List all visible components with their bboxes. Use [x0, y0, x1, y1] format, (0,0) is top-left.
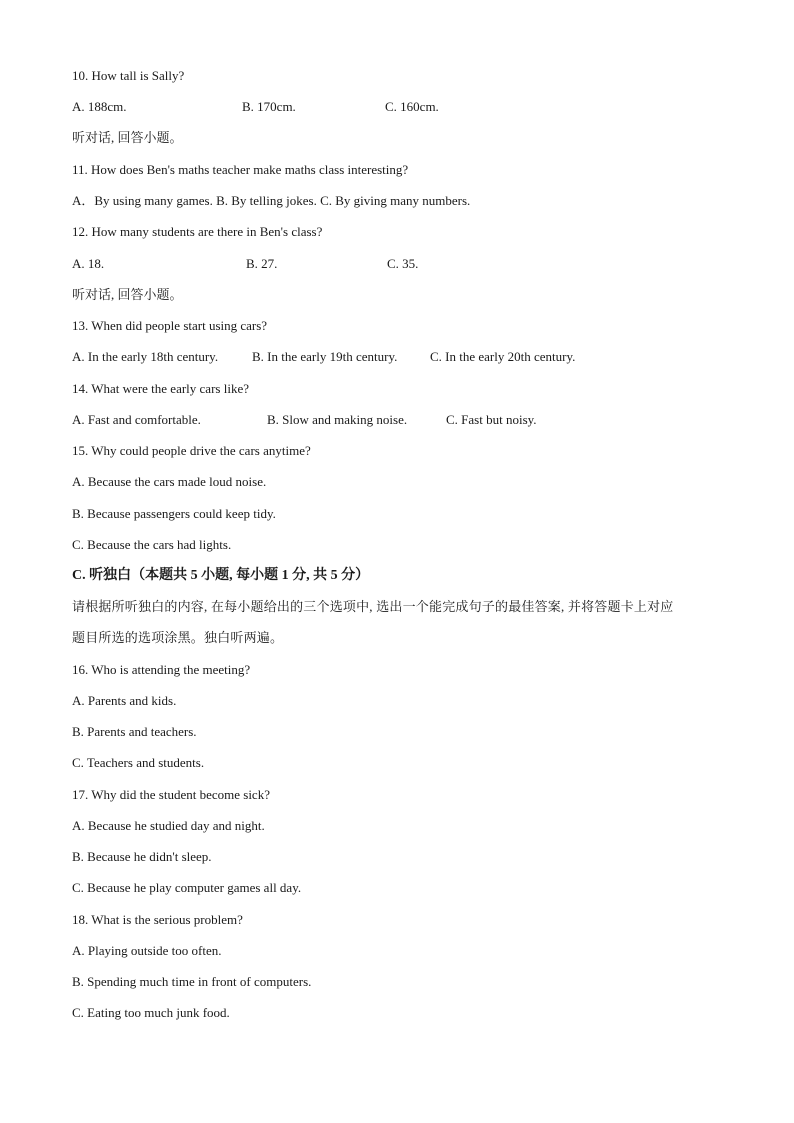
option-c: C. 160cm.: [385, 99, 439, 114]
option-b: B. 170cm.: [242, 99, 296, 114]
instruction-note: 听对话, 回答小题。: [72, 287, 183, 302]
question-12: 12. How many students are there in Ben's class?: [72, 224, 323, 239]
option-c: C. 35.: [387, 256, 419, 271]
question-11: 11. How does Ben's maths teacher make maths class interesting?: [72, 162, 409, 177]
option-b: B. In the early 19th century.: [252, 349, 398, 364]
option-a: A. Because the cars made loud noise.: [72, 474, 267, 489]
question-15: 15. Why could people drive the cars anytime?: [72, 443, 311, 458]
option-c: C. Because he play computer games all day.: [72, 880, 302, 895]
option-c: C. Fast but noisy.: [446, 412, 537, 427]
instruction-note: 听对话, 回答小题。: [72, 130, 183, 145]
option-b: B. Because he didn't sleep.: [72, 849, 212, 864]
question-18: 18. What is the serious problem?: [72, 912, 243, 927]
option-b: B. Parents and teachers.: [72, 724, 197, 739]
option-a: A. Because he studied day and night.: [72, 818, 265, 833]
question-10: 10. How tall is Sally?: [72, 68, 185, 83]
option-a: A. Parents and kids.: [72, 693, 177, 708]
option-a: A. Playing outside too often.: [72, 943, 222, 958]
option-b: B. Because passengers could keep tidy.: [72, 506, 276, 521]
options-11: A．By using many games. B. By telling jokes. C. By giving many numbers.: [72, 193, 471, 208]
question-13: 13. When did people start using cars?: [72, 318, 268, 333]
option-a: A. 18.: [72, 256, 105, 271]
option-b: B. 27.: [246, 256, 278, 271]
question-17: 17. Why did the student become sick?: [72, 787, 270, 802]
option-c: C. Because the cars had lights.: [72, 537, 232, 552]
option-b: B. Spending much time in front of computers.: [72, 974, 312, 989]
section-c-title: C. 听独白（本题共 5 小题, 每小题 1 分, 共 5 分）: [72, 568, 370, 583]
question-16: 16. Who is attending the meeting?: [72, 662, 251, 677]
option-c: C. In the early 20th century.: [430, 349, 576, 364]
option-a: A. In the early 18th century.: [72, 349, 219, 364]
option-c: C. Eating too much junk food.: [72, 1005, 230, 1020]
option-a: A. 188cm.: [72, 99, 127, 114]
option-a: A. Fast and comfortable.: [72, 412, 201, 427]
option-b: B. Slow and making noise.: [267, 412, 408, 427]
section-c-instruction-line1: 请根据所听独白的内容, 在每小题给出的三个选项中, 选出一个能完成句子的最佳答案, 并将答题卡上对应: [72, 599, 674, 614]
question-14: 14. What were the early cars like?: [72, 381, 249, 396]
section-c-instruction-line2: 题目所选的选项涂黑。独白听两遍。: [72, 630, 284, 645]
option-c: C. Teachers and students.: [72, 755, 205, 770]
